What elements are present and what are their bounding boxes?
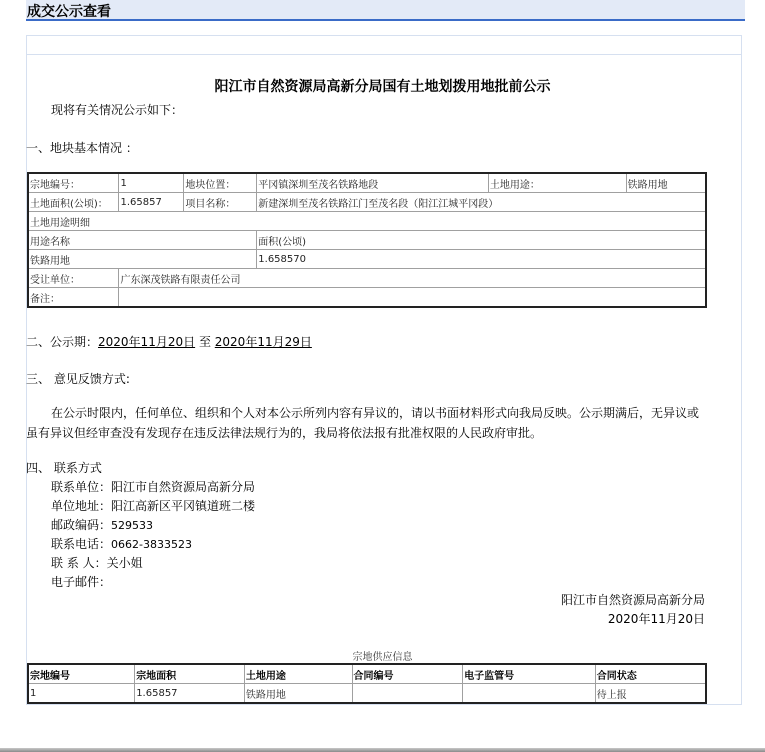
frame-top-row (27, 36, 741, 55)
parcel-id: 1 (119, 173, 184, 193)
cell-supervision-no (463, 684, 596, 704)
contact-label: 联系单位： (51, 480, 112, 494)
start-date: 2020年11月20日 (98, 335, 196, 349)
section2 (26, 333, 312, 350)
land-use: 铁路用地 (626, 173, 706, 193)
table-row (28, 193, 706, 212)
table-header-row (28, 664, 706, 684)
section3-heading: 三、 意见反馈方式: (26, 372, 130, 386)
contact-label: 单位地址： (51, 499, 112, 513)
contact-label: 电子邮件： (51, 575, 112, 589)
column-header: 土地用途 (244, 664, 352, 684)
use-name-header: 用途名称 (28, 231, 257, 250)
end-date: 2020年11月29日 (214, 335, 312, 349)
contact-person (51, 554, 143, 571)
supply-info-caption: 宗地供应信息 (352, 652, 413, 663)
table-row (28, 269, 706, 288)
horizontal-scrollbar[interactable] (0, 748, 765, 752)
parcel-info-table (27, 172, 707, 308)
page-header (26, 0, 745, 21)
cell-land-use: 铁路用地 (244, 684, 352, 704)
contact-value: 0662-3833523 (111, 538, 192, 551)
feedback-paragraph-line2: 虽有异议但经审查没有发现存在违反法律法规行为的，我局将依法报有批准权限的人民政府审批。 (26, 426, 543, 440)
label-transferee: 受让单位： (28, 269, 119, 288)
use-name: 铁路用地 (28, 250, 257, 269)
location: 平冈镇深圳至茂名铁路地段 (257, 173, 489, 193)
document-title: 阳江市自然资源局高新分局国有土地划拨用地批前公示 (214, 79, 551, 95)
label-land-use: 土地用途： (488, 173, 626, 193)
land-use-detail-label: 土地用途明细 (28, 212, 706, 231)
contact-value: 529533 (111, 519, 154, 532)
contact-value: 阳江高新区平冈镇道班二楼 (111, 499, 256, 513)
label-parcel-id: 宗地编号： (28, 173, 119, 193)
section1-heading: 一、地块基本情况 ： (26, 141, 138, 155)
feedback-paragraph-line1: 在公示时限内，任何单位、组织和个人对本公示所列内容有异议的，请以书面材料形式向我局反映。公示期满后，无异议或 (51, 406, 700, 420)
contact-unit (51, 478, 255, 495)
contact-label: 邮政编码： (51, 518, 112, 532)
label-area: 土地面积(公顷)： (28, 193, 119, 212)
column-header: 合同状态 (595, 664, 706, 684)
area: 1.65857 (119, 193, 184, 212)
contact-address (51, 497, 255, 514)
label-project: 项目名称： (184, 193, 257, 212)
use-area: 1.658570 (257, 250, 706, 269)
contact-phone (51, 535, 192, 552)
contact-value: 阳江市自然资源局高新分局 (111, 480, 256, 494)
remarks (119, 288, 706, 308)
contact-value: 关小姐 (106, 556, 143, 570)
signature-org: 阳江市自然资源局高新分局 (560, 593, 705, 607)
cell-parcel-id: 1 (28, 684, 135, 704)
column-header: 宗地面积 (135, 664, 245, 684)
table-row (28, 250, 706, 269)
intro-text: 现将有关情况公示如下： (51, 103, 184, 117)
table-row (28, 231, 706, 250)
contact-label: 联 系 人： (51, 556, 107, 570)
date-separator: 至 (198, 335, 211, 349)
cell-contract-status: 待上报 (595, 684, 706, 704)
section2-heading: 二、公示期： (26, 335, 99, 349)
use-area-header: 面积(公顷) (257, 231, 706, 250)
project-name: 新建深圳至茂名铁路江门至茂名段（阳江江城平冈段） (257, 193, 706, 212)
table-row (28, 173, 706, 193)
cell-parcel-area: 1.65857 (135, 684, 245, 704)
transferee: 广东深茂铁路有限责任公司 (119, 269, 706, 288)
table-row (28, 212, 706, 231)
contact-email (51, 573, 111, 590)
column-header: 合同编号 (352, 664, 463, 684)
table-row (28, 684, 706, 704)
section4-heading: 四、 联系方式 (26, 461, 102, 475)
column-header: 电子监管号 (463, 664, 596, 684)
table-row (28, 288, 706, 308)
label-remarks: 备注： (28, 288, 119, 308)
page-title: 成交公示查看 (27, 4, 111, 20)
contact-label: 联系电话： (51, 537, 112, 551)
signature-date: 2020年11月20日 (607, 612, 705, 626)
contact-postcode (51, 516, 153, 533)
column-header: 宗地编号 (28, 664, 135, 684)
supply-info-table (27, 663, 707, 704)
label-location: 地块位置： (184, 173, 257, 193)
cell-contract-no (352, 684, 463, 704)
